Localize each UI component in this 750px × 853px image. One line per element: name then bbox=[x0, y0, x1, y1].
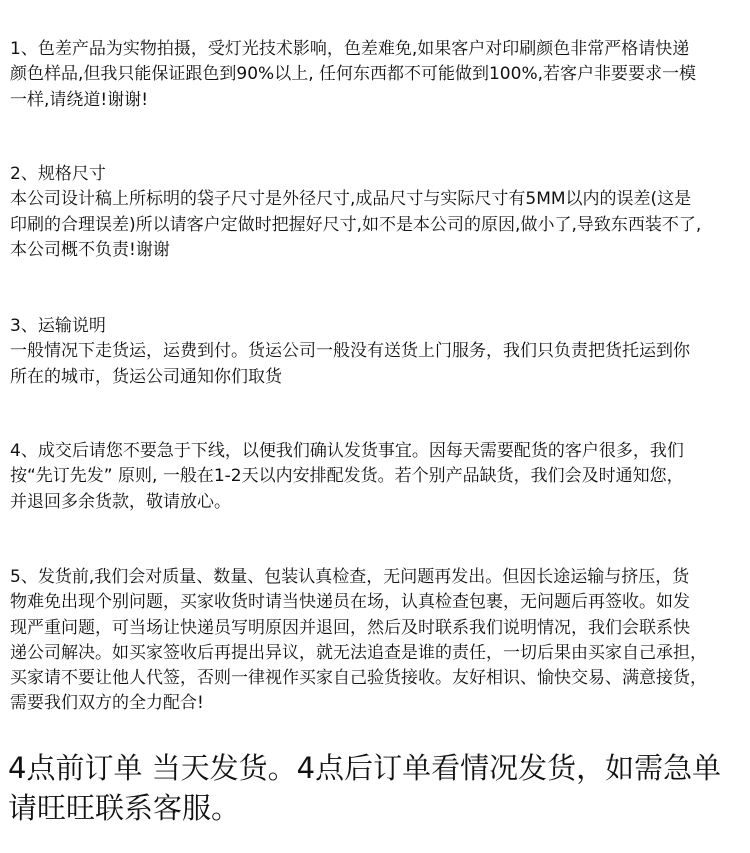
section-heading: 2、规格尺寸 bbox=[10, 164, 106, 184]
text-line: 按“先订先发” 原则, 一般在1-2天以内安排配发货。若个别产品缺货，我们会及时通知您， bbox=[10, 466, 684, 487]
notice-line: 请旺旺联系客服。 bbox=[8, 791, 241, 825]
text-line: 一样,请绕道!谢谢! bbox=[10, 89, 149, 110]
section-color-difference bbox=[10, 37, 746, 113]
section-size-spec bbox=[10, 162, 746, 263]
text-line: 5、发货前,我们会对质量、数量、包装认真检查，无问题再发出。但因长途运输与挤压，货 bbox=[10, 567, 690, 587]
text-line: 本公司设计稿上所标明的袋子尺寸是外径尺寸,成品尺寸与实际尺寸有5MM以内的误差(这是 bbox=[10, 189, 692, 210]
shipping-time-notice bbox=[8, 748, 721, 828]
text-line: 物难免出现个别问题，买家收货时请当快递员在场，认真检查包裹，无问题后再签收。如发 bbox=[10, 592, 690, 613]
section-after-order bbox=[10, 439, 746, 515]
text-line: 买家请不要让他人代签，否则一律视作买家自己验货接收。友好相识、愉快交易、满意接货， bbox=[10, 668, 707, 689]
section-heading: 3、运输说明 bbox=[10, 316, 106, 336]
text-line: 1、色差产品为实物拍摄，受灯光技术影响，色差难免,如果客户对印刷颜色非常严格请快递 bbox=[10, 39, 690, 59]
text-line: 现严重问题，可当场让快递员写明原因并退回，然后及时联系我们说明情况，我们会联系快 bbox=[10, 617, 690, 638]
text-line: 并退回多余货款，敬请放心。 bbox=[10, 491, 231, 512]
section-before-shipping bbox=[10, 565, 746, 717]
text-line: 4、成交后请您不要急于下线，以便我们确认发货事宜。因每天需要配货的客户很多，我们 bbox=[10, 441, 684, 461]
text-line: 本公司概不负责!谢谢 bbox=[10, 239, 170, 260]
text-line: 颜色样品,但我只能保证跟色到90%以上, 任何东西都不可能做到100%,若客户非要要求一模 bbox=[10, 64, 696, 85]
text-line: 所在的城市，货运公司通知你们取货 bbox=[10, 366, 282, 387]
text-line: 一般情况下走货运，运费到付。货运公司一般没有送货上门服务，我们只负责把货托运到你 bbox=[10, 341, 690, 362]
notice-line: 4点前订单 当天发货。4点后订单看情况发货，如需急单 bbox=[8, 751, 722, 785]
text-line: 需要我们双方的全力配合! bbox=[10, 693, 204, 714]
section-shipping bbox=[10, 314, 746, 390]
text-line: 递公司解决。如买家签收后再提出异议，就无法追查是谁的责任，一切后果由买家自己承担， bbox=[10, 642, 707, 663]
text-line: 印刷的合理误差)所以请客户定做时把握好尺寸,如不是本公司的原因,做小了,导致东西装不了, bbox=[10, 214, 702, 235]
